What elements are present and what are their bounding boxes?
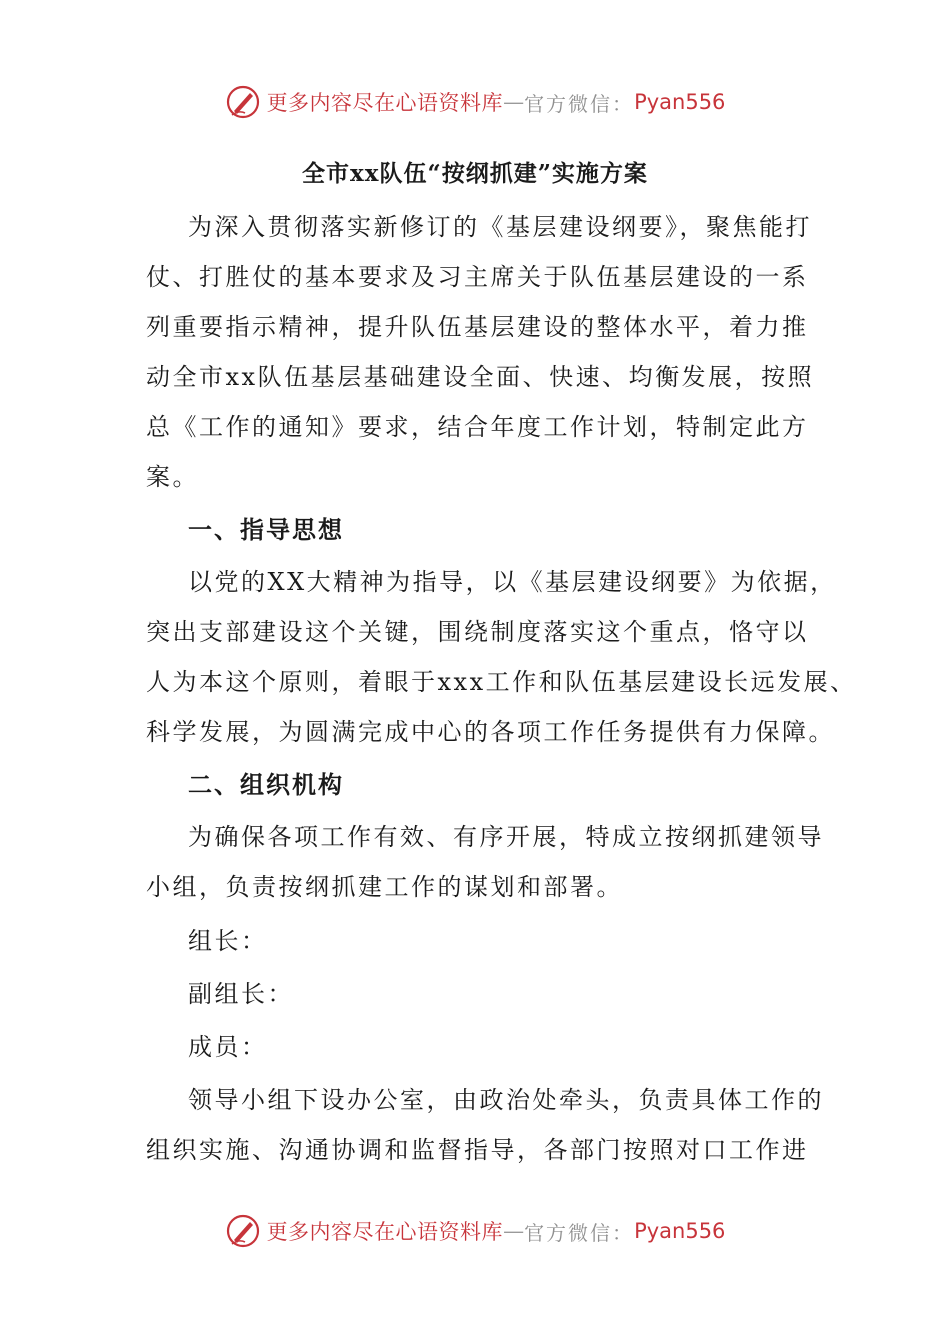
section1-line: 突出支部建设这个关键，围绕制度落实这个重点，恪守以 [146, 618, 809, 646]
banner-wechat-label: 官方微信： [524, 1220, 635, 1245]
banner-wechat-id: Pyan556 [634, 90, 726, 114]
section-heading-guiding-ideology: 一、指导思想 [188, 515, 344, 544]
section2-line: 小组，负责按纲抓建工作的谋划和部署。 [146, 873, 623, 901]
banner-text: 更多内容尽在心语资料库 [266, 91, 504, 115]
deputy-leader-label: 副组长： [188, 980, 294, 1008]
document-title: 全市xx队伍“按纲抓建”实施方案 [302, 160, 648, 187]
intro-line: 仗、打胜仗的基本要求及习主席关于队伍基层建设的一系 [146, 263, 809, 291]
section-heading-organization: 二、组织机构 [188, 770, 344, 799]
pen-logo-icon [225, 1213, 261, 1249]
banner-wechat-label: 官方微信： [524, 91, 635, 116]
intro-line: 为深入贯彻落实新修订的《基层建设纲要》，聚焦能打 [188, 213, 812, 241]
section1-line: 以党的XX大精神为指导，以《基层建设纲要》为依据， [188, 568, 837, 596]
banner-dash: — [503, 90, 525, 114]
leader-label: 组长： [188, 927, 268, 955]
office-line: 组织实施、沟通协调和监督指导，各部门按照对口工作进 [146, 1136, 809, 1164]
pen-logo-icon [225, 84, 261, 120]
members-label: 成员： [188, 1033, 268, 1061]
section1-line: 人为本这个原则，着眼于xxx工作和队伍基层建设长远发展、 [146, 668, 857, 696]
office-line: 领导小组下设办公室，由政治处牵头，负责具体工作的 [188, 1086, 824, 1114]
intro-line: 案。 [146, 463, 199, 491]
section2-line: 为确保各项工作有效、有序开展，特成立按纲抓建领导 [188, 823, 824, 851]
banner-wechat-id: Pyan556 [634, 1219, 726, 1243]
banner-dash: — [503, 1219, 525, 1243]
intro-line: 总《工作的通知》要求，结合年度工作计划，特制定此方 [146, 413, 809, 441]
footer-watermark [0, 1211, 950, 1251]
header-watermark [0, 82, 950, 122]
intro-line: 动全市xx队伍基层基础建设全面、快速、均衡发展，按照 [146, 363, 815, 391]
section1-line: 科学发展，为圆满完成中心的各项工作任务提供有力保障。 [146, 718, 835, 746]
banner-text: 更多内容尽在心语资料库 [266, 1220, 504, 1244]
intro-line: 列重要指示精神，提升队伍基层建设的整体水平，着力推 [146, 313, 809, 341]
